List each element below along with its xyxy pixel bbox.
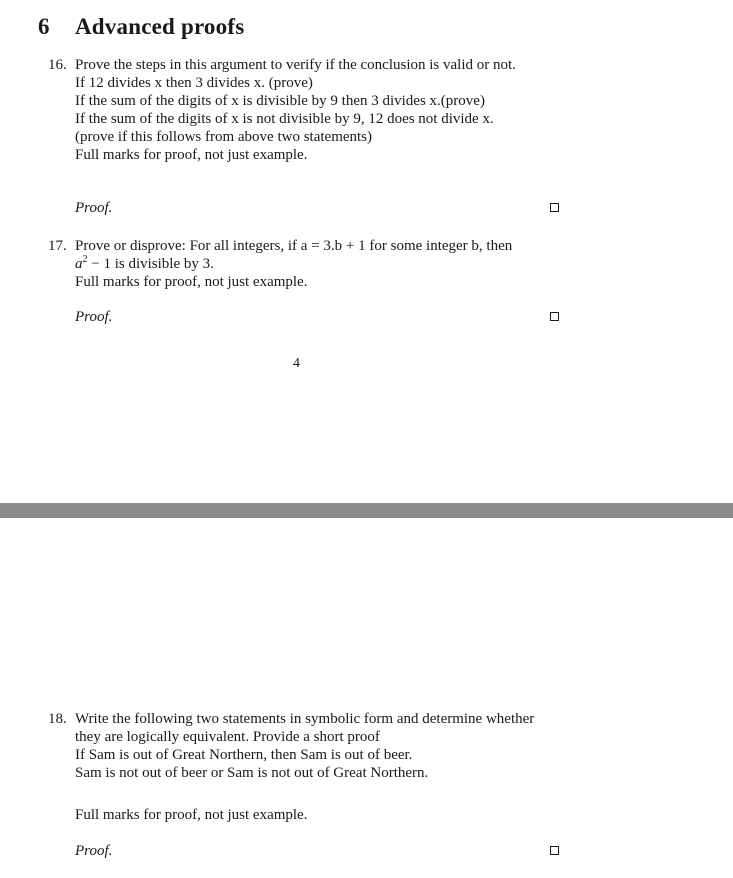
proof-16 [75,200,559,218]
problem-text [75,710,565,824]
problem-line-math [75,255,565,273]
page-separator [0,503,733,518]
math-exponent: 2 [82,254,88,265]
proof-label: Proof. [75,200,113,216]
page-number: 4 [293,356,300,371]
qed-square-icon [550,312,559,321]
math-rest: − 1 is divisible by 3. [87,256,214,272]
problem-line: Full marks for proof, not just example. [75,147,308,163]
problem-line: Sam is not out of beer or Sam is not out of Great Northern. [75,765,429,781]
proof-label: Proof. [75,309,113,325]
problem-line: Full marks for proof, not just example. [75,807,308,823]
problem-line: If Sam is out of Great Northern, then Sam is out of beer. [75,747,413,763]
problem-line: they are logically equivalent. Provide a short proof [75,729,380,745]
problem-line: If 12 divides x then 3 divides x. (prove) [75,75,313,91]
problem-line: (prove if this follows from above two statements) [75,129,373,145]
problem-line: Write the following two statements in symbolic form and determine whether [75,711,535,727]
problem-line: If the sum of the digits of x is divisible by 9 then 3 divides x.(prove) [75,93,485,109]
problem-number: 16. [48,57,67,73]
proof-label: Proof. [75,843,113,859]
problem-number: 17. [48,238,67,254]
section-title: Advanced proofs [75,14,245,39]
math-variable: a [75,256,83,272]
problem-number: 18. [48,711,67,727]
problem-line: Full marks for proof, not just example. [75,274,308,290]
problem-text [75,56,565,164]
section-heading [38,14,244,40]
problem-line: Prove the steps in this argument to verify if the conclusion is valid or not. [75,57,516,73]
proof-17 [75,309,559,327]
qed-square-icon [550,846,559,855]
section-number: 6 [38,14,50,39]
problem-text [75,237,565,291]
page-2 [0,518,733,878]
problem-line: If the sum of the digits of x is not divisible by 9, 12 does not divide x. [75,111,494,127]
problem-line: Prove or disprove: For all integers, if a = 3.b + 1 for some integer b, then [75,238,513,254]
qed-square-icon [550,203,559,212]
proof-18 [75,843,559,861]
